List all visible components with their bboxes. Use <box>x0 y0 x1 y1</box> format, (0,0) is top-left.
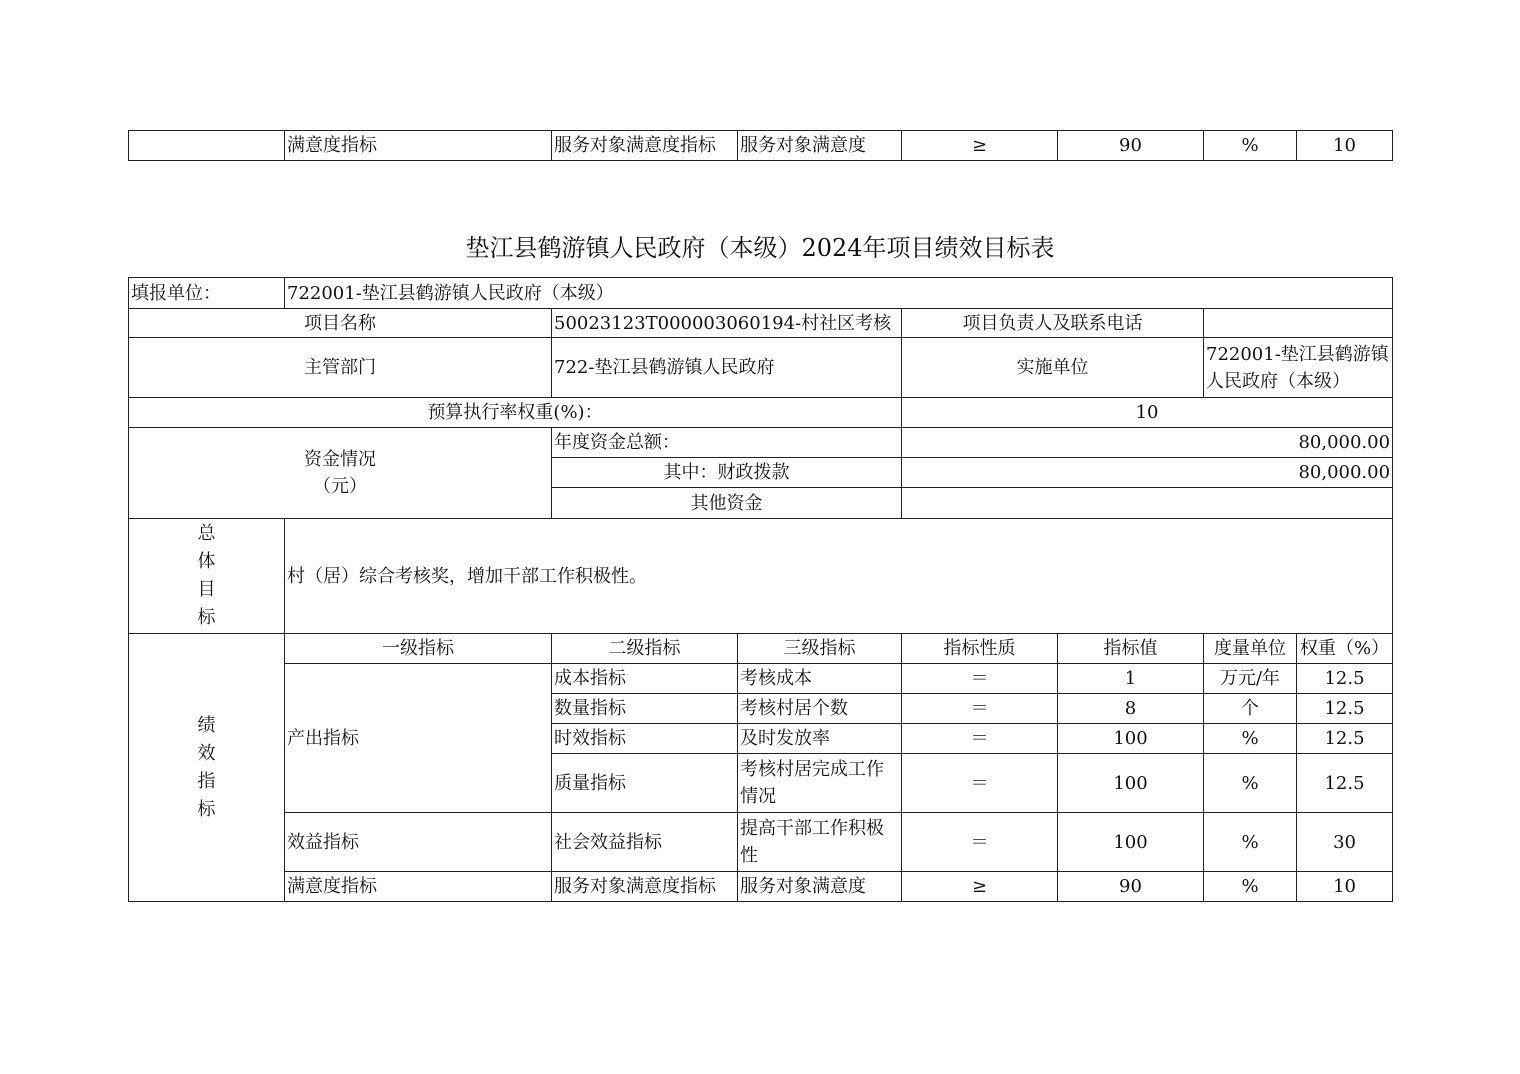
goal-label-char: 标 <box>197 607 216 628</box>
weight-cell: 12.5 <box>1297 694 1393 724</box>
value-cell: 90 <box>1058 872 1204 902</box>
indicators-label-char: 标 <box>197 798 216 820</box>
table-row <box>129 278 1393 309</box>
funds-label <box>129 428 552 519</box>
goal-text: 村（居）综合考核奖，增加干部工作积极性。 <box>285 519 1393 634</box>
weight-cell: 10 <box>1297 872 1393 902</box>
level2-cell: 数量指标 <box>552 694 738 724</box>
project-name-value: 50023123T000003060194-村社区考核 <box>552 309 902 338</box>
unit-label: 填报单位： <box>129 278 285 309</box>
header-level1: 一级指标 <box>285 634 552 664</box>
goal-label-char: 目 <box>197 579 216 600</box>
fiscal-funds-label: 其中：财政拨款 <box>552 458 902 488</box>
level2-cell: 时效指标 <box>552 724 738 754</box>
weight-cell: 12.5 <box>1297 664 1393 694</box>
weight-cell: 12.5 <box>1297 724 1393 754</box>
level1-cell: 效益指标 <box>285 813 552 872</box>
weight-cell: 12.5 <box>1297 754 1393 813</box>
header-value: 指标值 <box>1058 634 1204 664</box>
dept-label: 主管部门 <box>129 338 552 398</box>
contact-label: 项目负责人及联系电话 <box>902 309 1204 338</box>
level2-cell: 质量指标 <box>552 754 738 813</box>
impl-value: 722001-垫江县鹤游镇人民政府（本级） <box>1204 338 1393 398</box>
previous-table-fragment <box>128 130 1393 161</box>
nature-cell: ＝ <box>902 754 1058 813</box>
value-cell: 100 <box>1058 813 1204 872</box>
unit-cell: % <box>1204 813 1297 872</box>
level3-cell: 服务对象满意度 <box>738 872 902 902</box>
header-level3: 三级指标 <box>738 634 902 664</box>
nature-cell: ＝ <box>902 724 1058 754</box>
nature-cell: ≥ <box>902 872 1058 902</box>
table-row <box>129 131 1393 161</box>
level3-cell: 及时发放率 <box>738 724 902 754</box>
header-nature: 指标性质 <box>902 634 1058 664</box>
table-row <box>129 398 1393 428</box>
level3-cell: 服务对象满意度 <box>738 131 902 161</box>
nature-cell: ＝ <box>902 664 1058 694</box>
fiscal-funds-value: 80,000.00 <box>902 458 1393 488</box>
level2-cell: 服务对象满意度指标 <box>552 872 738 902</box>
value-cell: 90 <box>1058 131 1204 161</box>
level2-cell: 服务对象满意度指标 <box>552 131 738 161</box>
level3-cell: 提高干部工作积极性 <box>738 813 902 872</box>
other-funds-value <box>902 488 1393 519</box>
indicators-label <box>129 634 285 902</box>
table-row <box>129 872 1393 902</box>
funds-label-line1: 资金情况 <box>304 449 376 470</box>
performance-target-table <box>128 277 1393 902</box>
value-cell: 100 <box>1058 724 1204 754</box>
value-cell: 1 <box>1058 664 1204 694</box>
unit-cell: % <box>1204 131 1297 161</box>
annual-funds-label: 年度资金总额： <box>552 428 902 458</box>
unit-cell: % <box>1204 724 1297 754</box>
page-title: 垫江县鹤游镇人民政府（本级）2024年项目绩效目标表 <box>465 234 1055 262</box>
table-row <box>129 428 1393 458</box>
table-row <box>129 664 1393 694</box>
level1-cell: 满意度指标 <box>285 872 552 902</box>
indicators-label-char: 指 <box>197 770 216 792</box>
unit-cell: % <box>1204 872 1297 902</box>
level2-cell: 社会效益指标 <box>552 813 738 872</box>
header-weight: 权重（%） <box>1297 634 1393 664</box>
indicators-label-char: 绩 <box>197 714 216 736</box>
unit-cell: 万元/年 <box>1204 664 1297 694</box>
table-row <box>129 634 1393 664</box>
header-unit: 度量单位 <box>1204 634 1297 664</box>
level3-cell: 考核村居个数 <box>738 694 902 724</box>
goal-label-char: 总 <box>197 523 216 544</box>
level1-cell: 满意度指标 <box>285 131 552 161</box>
table-row <box>129 338 1393 398</box>
indicators-label-char: 效 <box>197 742 216 764</box>
value-cell: 8 <box>1058 694 1204 724</box>
table-row <box>129 813 1393 872</box>
level3-cell: 考核成本 <box>738 664 902 694</box>
level3-cell: 考核村居完成工作情况 <box>738 754 902 813</box>
impl-label: 实施单位 <box>902 338 1204 398</box>
other-funds-label: 其他资金 <box>552 488 902 519</box>
project-name-label: 项目名称 <box>129 309 552 338</box>
goal-label-char: 体 <box>197 551 216 572</box>
funds-label-line2: （元） <box>313 476 367 497</box>
value-cell: 100 <box>1058 754 1204 813</box>
level2-cell: 成本指标 <box>552 664 738 694</box>
unit-cell: 个 <box>1204 694 1297 724</box>
weight-cell: 30 <box>1297 813 1393 872</box>
budget-rate-value: 10 <box>902 398 1393 428</box>
annual-funds-value: 80,000.00 <box>902 428 1393 458</box>
table-row <box>129 519 1393 634</box>
table-row <box>129 309 1393 338</box>
contact-value <box>1204 309 1393 338</box>
unit-cell: % <box>1204 754 1297 813</box>
goal-label <box>129 519 285 634</box>
nature-cell: ＝ <box>902 694 1058 724</box>
header-level2: 二级指标 <box>552 634 738 664</box>
nature-cell: ＝ <box>902 813 1058 872</box>
budget-rate-label: 预算执行率权重(%)： <box>129 398 902 428</box>
dept-value: 722-垫江县鹤游镇人民政府 <box>552 338 902 398</box>
empty-cell <box>129 131 285 161</box>
weight-cell: 10 <box>1297 131 1393 161</box>
output-label: 产出指标 <box>285 664 552 813</box>
nature-cell: ≥ <box>902 131 1058 161</box>
unit-value: 722001-垫江县鹤游镇人民政府（本级） <box>285 278 1393 309</box>
